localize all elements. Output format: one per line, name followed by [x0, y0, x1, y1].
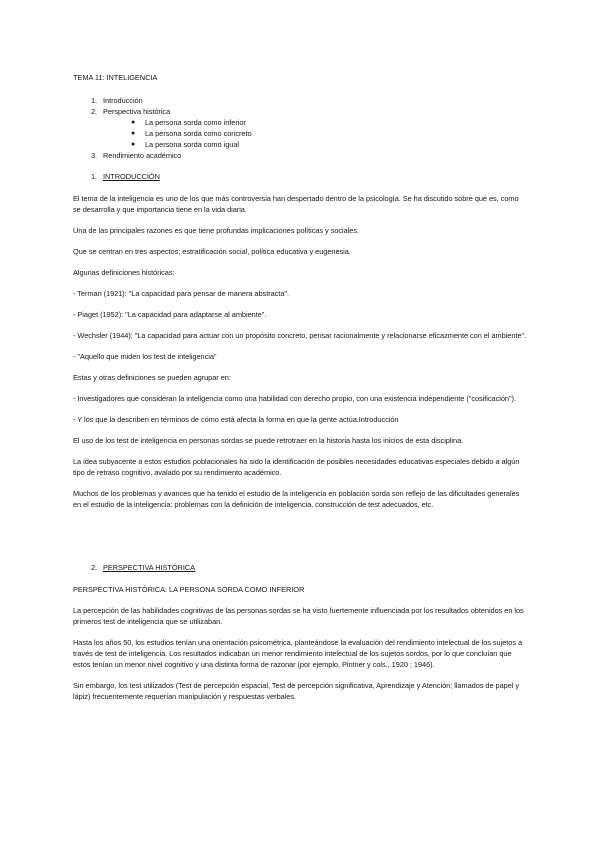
paragraph: El uso de los test de inteligencia en personas sordas se puede retrotraer en la historia hasta los inicios de esta disciplina.	[73, 436, 464, 445]
document-page	[73, 72, 528, 712]
document-title: TEMA 11: INTELIGENCIA	[73, 73, 158, 82]
subsection-title: PERSPECTIVA HISTÓRICA: LA PERSONA SORDA COMO INFERIOR	[73, 585, 305, 594]
section-number: 1.	[91, 172, 98, 181]
toc-item-perspectiva	[73, 106, 528, 117]
toc-sublabel: La persona sorda como igual	[145, 140, 239, 149]
paragraph: La percepción de las habilidades cognitivas de las personas sordas se ha visto fuertemente influenciada por los resultados obtenidos en los primeros test de inteligencia que se utilizaban.	[73, 606, 524, 626]
paragraph: Algunas definiciones históricas:	[73, 268, 175, 277]
toc-number: 2.	[91, 107, 98, 116]
bullet-icon: ●	[131, 119, 136, 126]
section-number: 2.	[91, 563, 98, 572]
paragraph: Hasta los años 50, los estudios tenían una orientación psicométrica, planteándose la evaluación del rendimiento intelectual de los sujetos a través de test de inteligencia. Los resultados indicaban un menor rendimiento intelectual de los sujetos sordos, por lo que concluían que estos tenían un menor nivel cognitivo y una distinta forma de razonar (por ejemplo, Pintner y cols., 1920 ; 1946).	[73, 638, 523, 669]
paragraph: Estas y otras definiciones se pueden agrupar en:	[73, 373, 231, 382]
group-item: - Investigadores que consideran la inteligencia como una habilidad con derecho propio, con una existencia independiente ("cosificación").	[73, 394, 516, 403]
toc-number: 3.	[91, 151, 98, 160]
section-heading-introduccion	[73, 171, 528, 182]
toc-label: Rendimiento académico	[103, 151, 182, 160]
group-item: - Y los que la describen en términos de cómo está afecta la forma en que la gente actúa.Introducción	[73, 415, 399, 424]
paragraph: Que se centran en tres aspectos; estratificación social, política educativa y eugenesia.	[73, 247, 351, 256]
paragraph: Muchos de los problemas y avances que ha tenido el estudio de la inteligencia en población sorda son reflejo de las dificultades generales en el estudio de la inteligencia: problemas con la definición de inteligencia, construcción de test adecuados, etc.	[73, 489, 520, 509]
toc-subitem	[73, 128, 528, 139]
definition-item: - Terman (1921): "La capacidad para pensar de manera abstracta".	[73, 289, 289, 298]
table-of-contents	[73, 95, 528, 161]
toc-sublabel: La persona sorda como inferior	[145, 118, 246, 127]
paragraph: La idea subyacente a estos estudios poblacionales ha sido la identificación de posibles necesidades educativas especiales debido a algún tipo de retraso cognitivo, avalado por su rendimiento académico.	[73, 457, 520, 477]
section-title: PERSPECTIVA HISTÓRICA	[103, 563, 196, 572]
bullet-icon: ●	[131, 130, 136, 137]
toc-item-rendimiento	[73, 150, 528, 161]
section-heading-perspectiva	[73, 562, 528, 573]
toc-subitem	[73, 139, 528, 150]
toc-sublabel: La persona sorda como concreto	[145, 129, 252, 138]
toc-label: Introducción	[103, 96, 143, 105]
section-title: INTRODUCCIÓN	[103, 172, 160, 181]
toc-item-introduccion	[73, 95, 528, 106]
toc-subitem	[73, 117, 528, 128]
paragraph: Una de las principales razones es que tiene profundas implicaciones políticas y sociales.	[73, 226, 359, 235]
toc-label: Perspectiva histórica	[103, 107, 171, 116]
paragraph: Sin embargo, los test utilizados (Test de percepción espacial, Test de percepción significativa, Aprendizaje y Atención; llamados de papel y lápiz) frecuentemente requerían manipulación y respuestas verbales.	[73, 681, 520, 701]
definition-item: - Piaget (1952): "La capacidad para adaptarse al ambiente".	[73, 310, 267, 319]
paragraph: El tema de la inteligencia es uno de los que más controversia han despertado dentro de la psicología. Se ha discutido sobre qué es, como se desarrolla y que importancia tiene en la vida diaria.	[73, 194, 519, 214]
definition-item: - "Aquello que miden los test de inteligencia"	[73, 352, 217, 361]
spacer	[73, 520, 528, 552]
definition-item: - Wechsler (1944): "La capacidad para actuar con un propósito concreto, pensar racionalmente y relacionarse eficazmente con el ambiente".	[73, 331, 527, 340]
toc-number: 1.	[91, 96, 98, 105]
bullet-icon: ●	[131, 141, 136, 148]
